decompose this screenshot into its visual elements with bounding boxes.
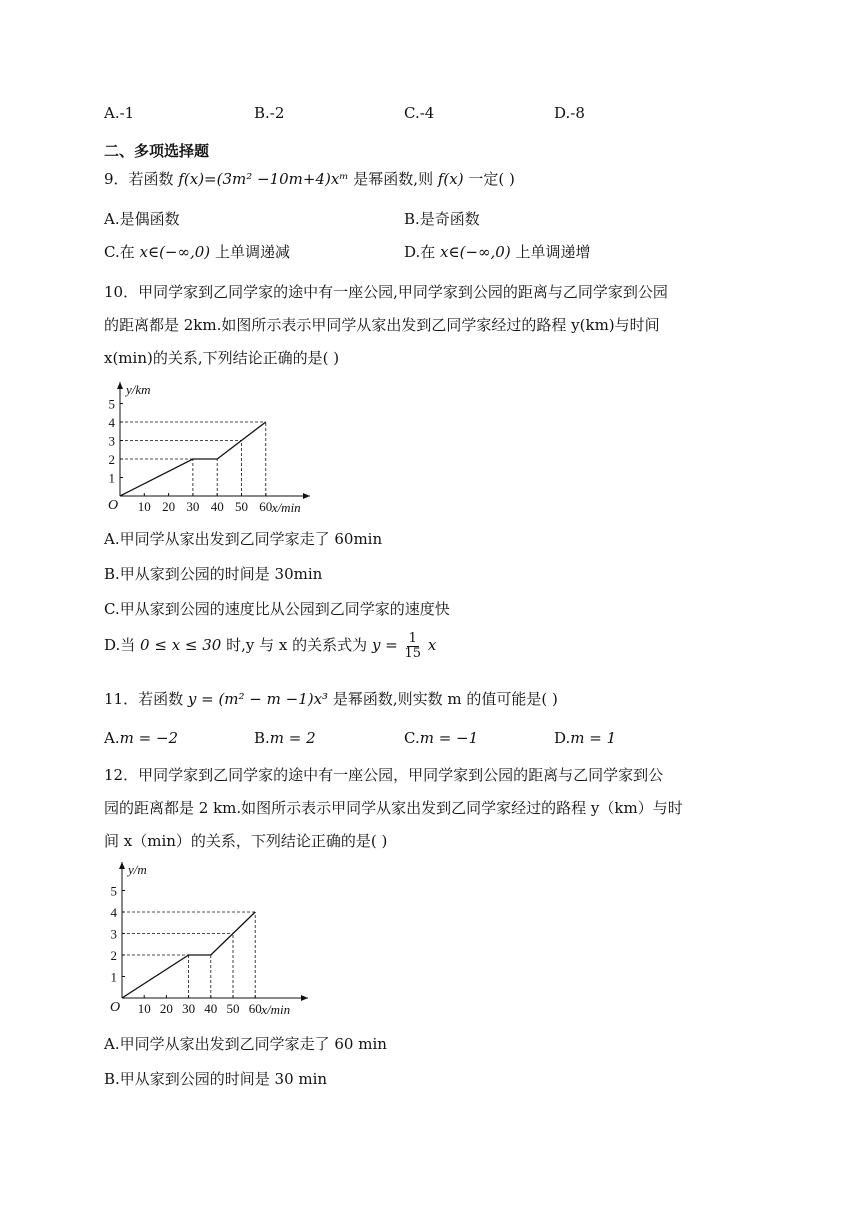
- q11-option-c-math: m = −1: [419, 729, 479, 747]
- q9-stem-post: 一定( ): [468, 170, 515, 188]
- x-axis-arrow: [303, 493, 310, 499]
- q11-option-d-label: D.: [554, 729, 571, 747]
- q9-fx: f(x): [437, 170, 464, 188]
- y-tick-label: 5: [110, 883, 117, 899]
- x-axis-arrow: [301, 995, 308, 1001]
- q11-option-b-math: m = 2: [269, 729, 316, 747]
- q11-option-a-label: A.: [104, 729, 120, 747]
- q10-option-d-mid: 时,y 与 x 的关系式为: [226, 636, 368, 655]
- y-axis-arrow: [119, 862, 125, 869]
- y-tick-label: 1: [110, 969, 117, 985]
- y-tick-label: 2: [108, 452, 115, 467]
- q10-option-c: C.甲从家到公园的速度比从公园到乙同学家的速度快: [104, 600, 450, 618]
- x-tick-label: 10: [137, 499, 151, 514]
- q10-option-d-cond: 0 ≤ x ≤ 30: [140, 636, 222, 655]
- q11-stem-post: 是幂函数,则实数 m 的值可能是( ): [332, 690, 558, 708]
- fraction-denominator: 15: [404, 645, 422, 661]
- y-axis-label: y/km: [126, 382, 151, 397]
- x-tick-label: 60: [248, 1001, 262, 1016]
- q11-formula: y = (m² − m −1)x³: [187, 690, 329, 708]
- q12-line3: 间 x（min）的关系，下列结论正确的是( ): [104, 832, 388, 850]
- y-tick-label: 5: [108, 396, 115, 412]
- q12-line1: 12．甲同学家到乙同学家的途中有一座公园，甲同学家到公园的距离与乙同学家到公: [104, 766, 664, 784]
- y-tick-label: 1: [108, 470, 115, 486]
- q8-option-b: B.-2: [254, 104, 285, 122]
- q8-option-d: D.-8: [554, 104, 585, 122]
- x-tick-label: 50: [235, 499, 248, 514]
- x-tick-label: 30: [186, 499, 200, 514]
- q12-chart: [100, 858, 340, 1022]
- q9-option-b: B.是奇函数: [404, 210, 480, 228]
- fraction-numerator: 1: [408, 631, 417, 646]
- q11-option-b: [254, 729, 316, 747]
- y-tick-label: 2: [110, 948, 117, 963]
- q10-option-d-y: y =: [371, 636, 398, 655]
- q12-line2: 园的距离都是 2 km.如图所示表示甲同学从家出发到乙同学家经过的路程 y（km）与时: [104, 799, 683, 817]
- q11-stem: [104, 688, 558, 709]
- q9-option-c-post: 上单调递减: [214, 243, 290, 261]
- q10-option-d: [104, 632, 436, 660]
- q9-option-d-post: 上单调递增: [515, 243, 591, 261]
- q9-option-d-math: x∈(−∞,0): [440, 243, 511, 261]
- origin-label: O: [108, 498, 119, 513]
- x-tick-label: 20: [159, 1001, 173, 1016]
- q10-chart: [100, 378, 340, 520]
- q10-option-b: B.甲从家到公园的时间是 30min: [104, 565, 323, 583]
- y-tick-label: 4: [108, 415, 115, 430]
- q9-option-c: [104, 241, 290, 262]
- q9-option-d: [404, 241, 591, 262]
- q11-option-b-label: B.: [254, 729, 270, 747]
- x-tick-label: 50: [226, 1001, 240, 1016]
- q9-stem-pre: 9．若函数: [104, 170, 174, 188]
- q10-line1: 10．甲同学家到乙同学家的途中有一座公园,甲同学家到公园的距离与乙同学家到公园: [104, 283, 668, 301]
- q9-stem: [104, 168, 515, 189]
- section-title: 二、多项选择题: [104, 142, 210, 160]
- y-tick-label: 3: [110, 926, 117, 942]
- q10-option-d-pre: D.当: [104, 636, 136, 655]
- x-axis-label: x/min: [271, 500, 301, 515]
- y-tick-label: 3: [108, 433, 115, 449]
- q8-option-c: C.-4: [404, 104, 435, 122]
- q9-option-a: A.是偶函数: [104, 210, 180, 228]
- q11-option-d: [554, 729, 616, 747]
- q11-option-a-math: m = −2: [119, 729, 179, 747]
- x-tick-label: 20: [162, 499, 176, 514]
- y-axis-label: y/m: [128, 862, 147, 877]
- x-tick-label: 10: [137, 1001, 151, 1016]
- x-tick-label: 30: [182, 1001, 196, 1016]
- q9-option-c-math: x∈(−∞,0): [139, 243, 211, 261]
- q9-option-d-pre: D.在: [404, 243, 436, 261]
- x-tick-label: 40: [210, 499, 224, 514]
- q8-option-a: A.-1: [104, 104, 135, 122]
- q10-line3: x(min)的关系,下列结论正确的是( ): [104, 349, 340, 367]
- q12-option-b: B.甲从家到公园的时间是 30 min: [104, 1070, 328, 1088]
- q11-option-c: [404, 729, 478, 747]
- q9-option-c-pre: C.在: [104, 243, 135, 261]
- q11-stem-pre: 11．若函数: [104, 690, 184, 708]
- q9-stem-mid: 是幂函数,则: [353, 170, 434, 188]
- x-axis-label: x/min: [261, 1002, 291, 1017]
- y-axis-arrow: [117, 382, 123, 389]
- x-tick-label: 60: [259, 499, 273, 514]
- x-tick-label: 40: [204, 1001, 218, 1016]
- origin-label: O: [110, 1000, 121, 1015]
- q12-option-a: A.甲同学从家出发到乙同学家走了 60 min: [104, 1035, 387, 1053]
- q10-option-d-fraction: [405, 632, 422, 660]
- q10-option-a: A.甲同学从家出发到乙同学家走了 60min: [104, 530, 383, 548]
- q11-option-d-math: m = 1: [570, 729, 617, 747]
- q10-option-d-x: x: [427, 636, 437, 655]
- q9-formula: f(x)=(3m² −10m+4)xᵐ: [178, 170, 349, 188]
- q11-option-a: [104, 729, 178, 747]
- q11-option-c-label: C.: [404, 729, 420, 747]
- y-tick-label: 4: [110, 905, 117, 920]
- q10-line2: 的距离都是 2km.如图所示表示甲同学从家出发到乙同学家经过的路程 y(km)与时间: [104, 316, 660, 334]
